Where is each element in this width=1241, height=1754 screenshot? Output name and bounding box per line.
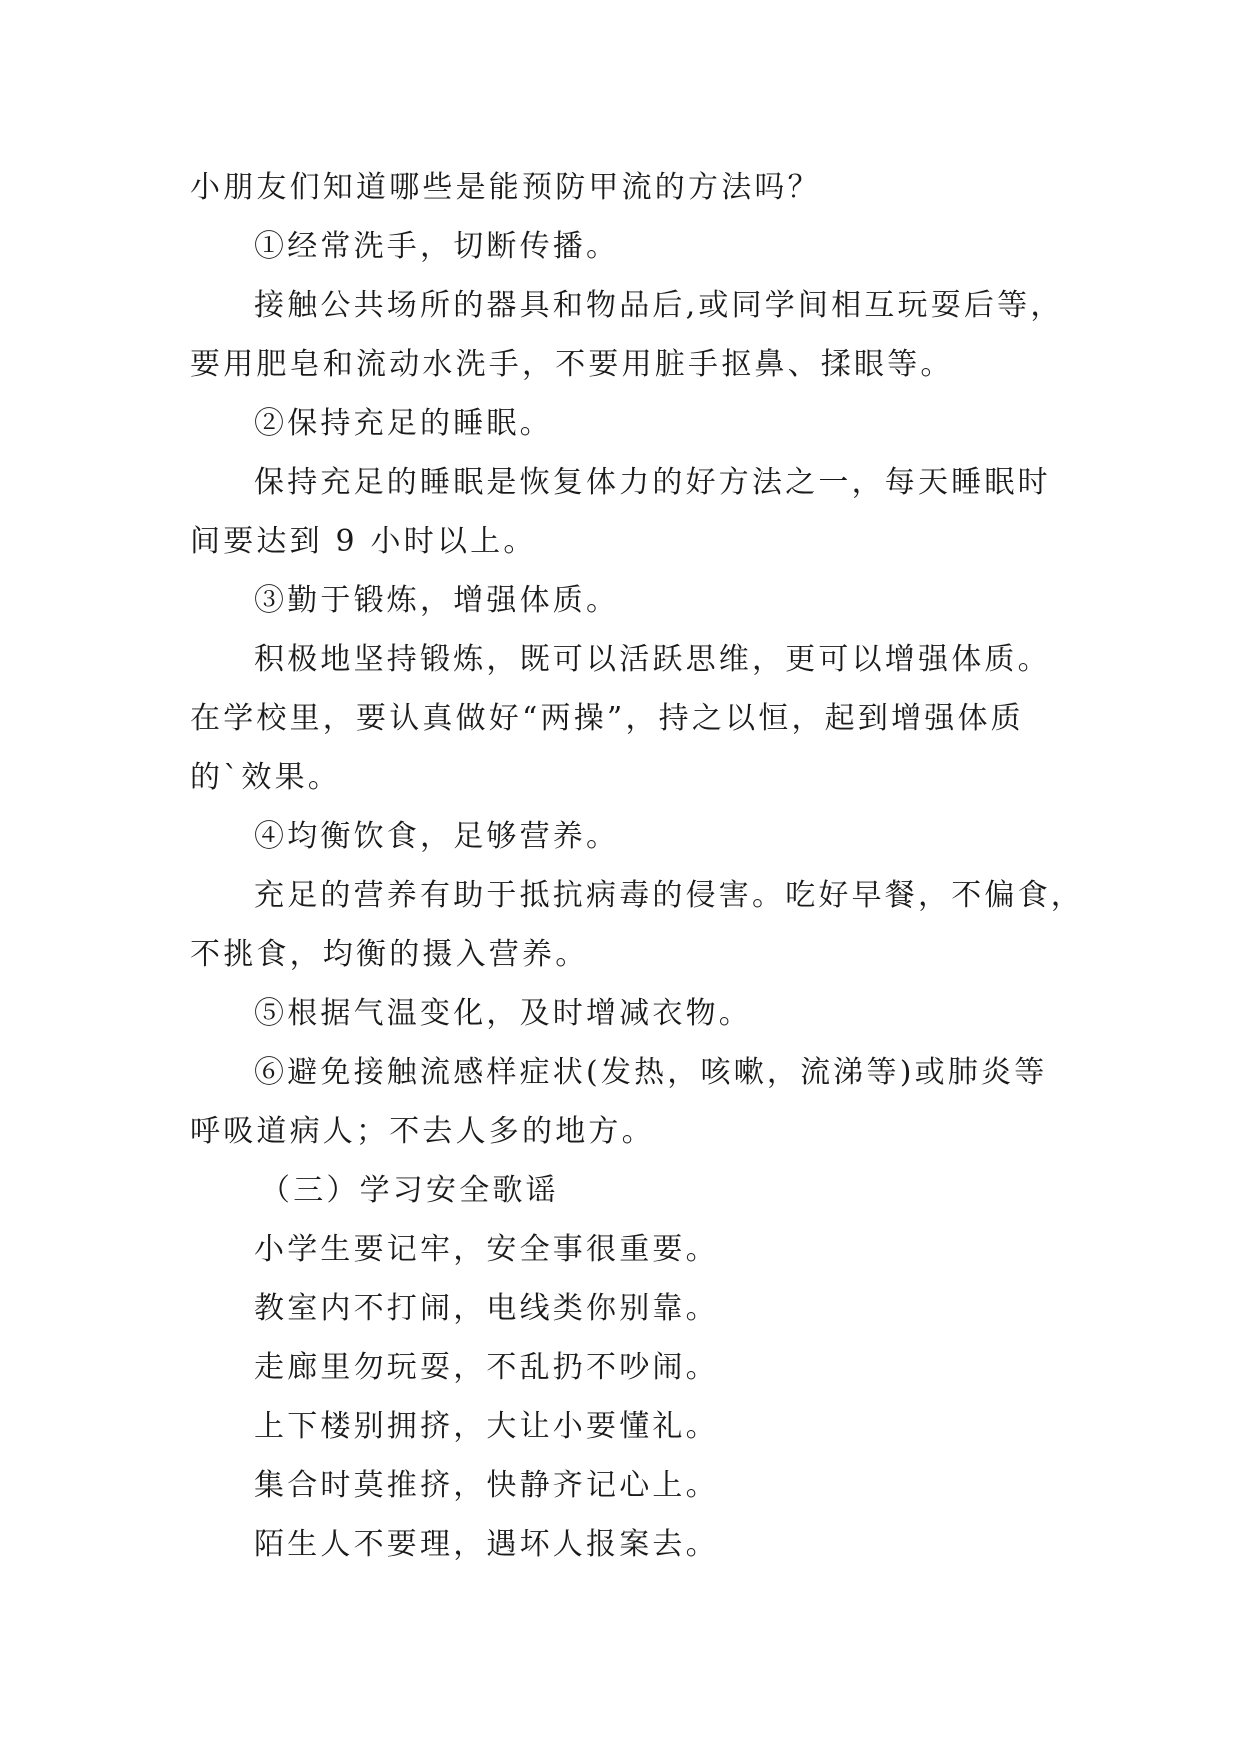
text-line: 的`效果。: [190, 760, 341, 795]
text-line: ④均衡饮食，足够营养。: [254, 819, 620, 854]
text-line: ③勤于锻炼，增强体质。: [254, 583, 620, 618]
text-line: ②保持充足的睡眠。: [254, 406, 553, 441]
text-line: 积极地坚持锻炼，既可以活跃思维，更可以增强体质。: [254, 642, 1051, 677]
rhyme-line: 走廊里勿玩耍，不乱扔不吵闹。: [254, 1350, 719, 1385]
section-heading: （三）学习安全歌谣: [260, 1173, 559, 1208]
text-line: 不挑食，均衡的摄入营养。: [190, 937, 589, 972]
rhyme-line: 集合时莫推挤，快静齐记心上。: [254, 1468, 719, 1503]
rhyme-line: 小学生要记牢，安全事很重要。: [254, 1232, 719, 1267]
text-line: 小朋友们知道哪些是能预防甲流的方法吗？: [190, 170, 821, 205]
rhyme-line: 教室内不打闹，电线类你别靠。: [254, 1291, 719, 1326]
text-line: 充足的营养有助于抵抗病毒的侵害。吃好早餐，不偏食，: [254, 878, 1084, 913]
text-line: 在学校里，要认真做好“两操”，持之以恒，起到增强体质: [190, 701, 1024, 736]
text-line: 间要达到 9 小时以上。: [190, 524, 537, 559]
text-line: 接触公共场所的器具和物品后,或同学间相互玩耍后等，: [254, 288, 1064, 323]
text-line: 呼吸道病人；不去人多的地方。: [190, 1114, 655, 1149]
text-line: 要用肥皂和流动水洗手，不要用脏手抠鼻、揉眼等。: [190, 347, 954, 382]
rhyme-line: 上下楼别拥挤，大让小要懂礼。: [254, 1409, 719, 1444]
text-line: ⑤根据气温变化，及时增减衣物。: [254, 996, 752, 1031]
document-body: [190, 158, 1090, 1574]
text-line: 保持充足的睡眠是恢复体力的好方法之一，每天睡眠时: [254, 465, 1051, 500]
text-line: ⑥避免接触流感样症状(发热，咳嗽，流涕等)或肺炎等: [254, 1055, 1048, 1090]
rhyme-line: 陌生人不要理，遇坏人报案去。: [254, 1527, 719, 1562]
text-line: ①经常洗手，切断传播。: [254, 229, 620, 264]
